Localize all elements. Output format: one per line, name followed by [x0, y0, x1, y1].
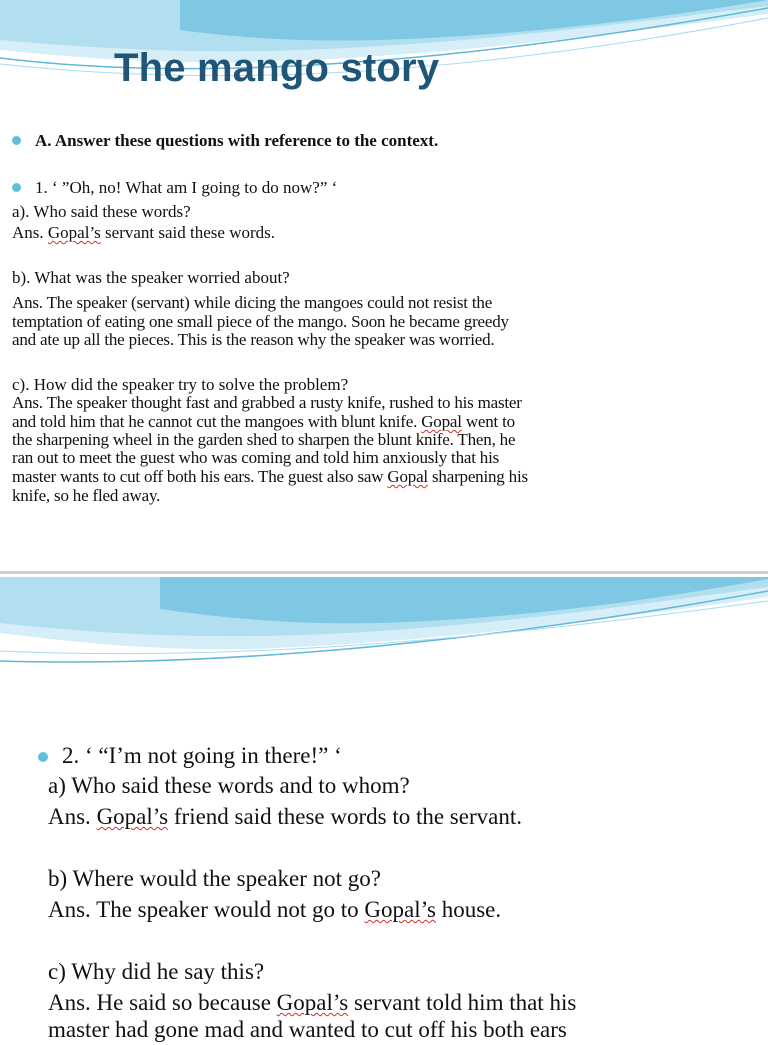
q1-quote: 1. ‘ ”Oh, no! What am I going to do now?” ‘: [35, 178, 338, 197]
q2-quote-line: [48, 741, 342, 771]
slide-2: [0, 577, 768, 1042]
q1a-answer-prefix: Ans.: [12, 223, 48, 242]
bullet-icon: [12, 183, 21, 192]
spellcheck-word: Gopal’s: [96, 804, 169, 829]
q1c-answer-line: Ans. The speaker thought fast and grabbed a rusty knife, rushed to his master: [12, 393, 522, 412]
q1a-answer-rest: servant said these words.: [100, 223, 276, 242]
q2a-answer: [48, 802, 522, 832]
q1-quote-line: [12, 178, 337, 197]
q2c-answer-prefix: Ans. He said so because: [48, 990, 277, 1015]
spellcheck-word: Gopal’s: [276, 990, 349, 1015]
spellcheck-word: Gopal’s: [47, 223, 101, 242]
q2b-answer-rest: house.: [435, 897, 502, 922]
q2c-answer-cut-line: master had gone mad and wanted to cut off his both ears: [48, 1017, 567, 1042]
q1c-answer-line: [12, 467, 528, 486]
spellcheck-word: Gopal: [387, 467, 428, 486]
q1c-answer-line: ran out to meet the guest who was coming and told him anxiously that his: [12, 448, 500, 467]
wave-header-decoration: [0, 577, 768, 669]
bullet-icon: [12, 136, 21, 145]
spellcheck-word: Gopal: [421, 412, 462, 431]
q2b-question: b) Where would the speaker not go?: [48, 866, 381, 891]
q2a-answer-prefix: Ans.: [48, 804, 97, 829]
q2b-answer: [48, 895, 501, 925]
q1c-answer-line: [12, 412, 515, 431]
q2-quote: 2. ‘ “I’m not going in there!” ‘: [62, 743, 342, 768]
q1c-answer-text: went to: [461, 412, 515, 431]
q1c-answer-text: and told him that he cannot cut the mangoes with blunt knife.: [12, 412, 422, 431]
q1c-answer-line: knife, so he fled away.: [12, 486, 161, 505]
instruction-line: [12, 131, 438, 150]
q2b-answer-prefix: Ans. The speaker would not go to: [48, 897, 365, 922]
q1a-question: a). Who said these words?: [12, 202, 191, 221]
q1c-question: c). How did the speaker try to solve the problem?: [12, 375, 349, 394]
q2a-question: a) Who said these words and to whom?: [48, 773, 410, 798]
q1c-answer-text: sharpening his: [427, 467, 528, 486]
q1b-question: b). What was the speaker worried about?: [12, 268, 290, 287]
q1c-answer-line: the sharpening wheel in the garden shed to sharpen the blunt knife. Then, he: [12, 430, 516, 449]
q2c-answer: [48, 988, 576, 1018]
q1b-answer-line: Ans. The speaker (servant) while dicing the mangoes could not resist the: [12, 293, 493, 312]
q2a-answer-rest: friend said these words to the servant.: [168, 804, 522, 829]
q1b-answer-line: and ate up all the pieces. This is the reason why the speaker was worried.: [12, 330, 495, 349]
q1a-answer: [12, 223, 275, 242]
q2c-question: c) Why did he say this?: [48, 959, 265, 984]
q2c-answer-rest: servant told him that his: [348, 990, 577, 1015]
instruction-text: A. Answer these questions with reference to the context.: [35, 131, 439, 150]
bullet-icon: [38, 752, 48, 762]
q1b-answer-line: temptation of eating one small piece of the mango. Soon he became greedy: [12, 312, 509, 331]
slide-title: The mango story: [114, 46, 440, 90]
q1c-answer-text: master wants to cut off both his ears. The guest also saw: [12, 467, 388, 486]
spellcheck-word: Gopal’s: [364, 897, 436, 922]
